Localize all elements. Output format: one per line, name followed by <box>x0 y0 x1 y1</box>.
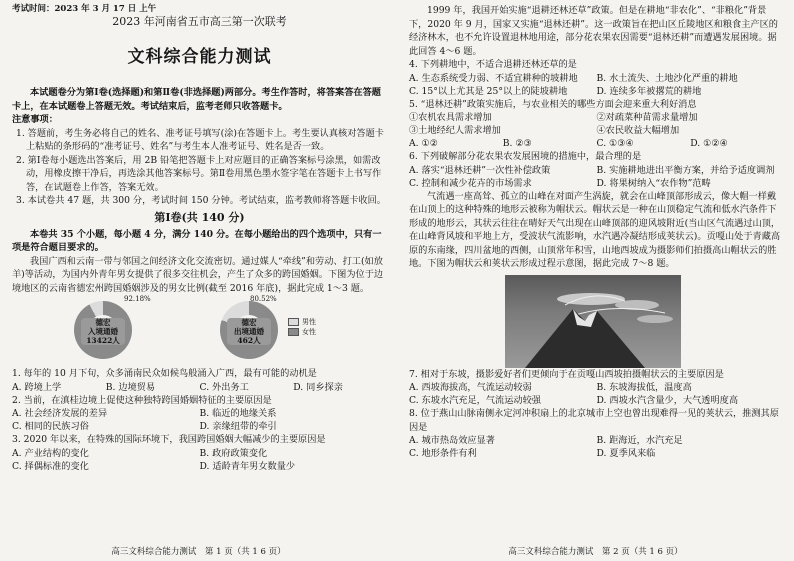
exam-title: 文科综合能力测试 <box>127 47 272 67</box>
notes-list <box>12 127 387 208</box>
option-c: C. 东坡水汽充足，气流运动较强 <box>409 395 541 406</box>
option-a: A. 社会经济发展的差异 <box>12 408 108 419</box>
notes-heading: 注意事项： <box>12 114 58 125</box>
option-b: B. ②③ <box>502 138 532 149</box>
statement-3: ③土地经纪人需求增加 <box>409 125 501 136</box>
passage: 气流遇一座高耸、孤立的山峰在对面产生涡旋，就会在山峰顶部形成云，像大帽一样戴在山顶上的这种特殊的地形云被称为帽状云。帽状云是一种在山顶稳定气流和低水汽条件下形成的地形云，其状云往往在晴好天气出现在山峰顶部的迎风坡附近(当山区气流遇过山顶，在山峰背风坡和平地上方，受波状气流影响，水汽遇冷凝结形成荚状云)。贡嘎山处于青藏高原的东南缘，四川盆地的西侧，山顶常年积雪，山地西坡成为摄影师们拍摄高山帽状云的胜地。下图为帽状云和荚状云形成过程示意图，据此完成 7～8 题。 <box>409 190 781 269</box>
donut-label-inbound: 德宏 入境通婚 13422人 <box>81 318 125 345</box>
option-c: C. 地形条件有利 <box>409 448 477 459</box>
note-item: 2. 第Ⅰ卷每小题选出答案后，用 2B 铅笔把答题卡上对应题目的正确答案标号涂黑，如需改动，用橡皮擦干净后，再选涂其他答案标号。第Ⅱ卷用黑色墨水签字笔在答题卡上书写作答，在试题卷上作答，答案无效。 <box>16 154 382 193</box>
donut-pct-outbound: 80.52% <box>250 295 277 303</box>
option-a: A. ①② <box>409 138 438 149</box>
option-c: C. 15°以上尤其是 25°以上的陡坡耕地 <box>409 85 568 97</box>
option-c: C. 外出务工 <box>199 381 249 393</box>
question-7 <box>409 368 784 408</box>
statement-2: ②对疏菜种苗需求量增加 <box>596 112 698 123</box>
option-a: A. 西坡海拔高，气流运动较弱 <box>409 382 532 393</box>
question-stem: 5. “退林还耕”政策实施后，与农业相关的哪些方面会迎来重大利好消息 <box>409 98 697 110</box>
cloud-formation-photo <box>505 275 681 368</box>
option-a: A. 生态系统受力弱、不适宜耕种的坡耕地 <box>409 72 578 84</box>
note-item: 1. 答题前，考生务必将自己的姓名、准考证号填写(涂)在答题卡上。考生要认真核对答题卡上粘贴的条形码的“准考证号、姓名”与考生本人准考证号、姓名是否一致。 <box>16 127 384 152</box>
option-d: D. 连续多年被撂荒的耕地 <box>596 85 702 97</box>
question-6 <box>409 150 784 190</box>
option-d: D. ①②④ <box>690 138 728 149</box>
legend-item-female: 女性 <box>288 327 316 337</box>
question-stem: 8. 位于燕山山脉南侧永定河冲积扇上的北京城市上空也曾出现难得一见的荚状云，推测其原因是 <box>409 408 779 433</box>
option-d: D. 将果树纳入“农作物”范畴 <box>596 177 711 189</box>
question-5 <box>409 98 784 151</box>
legend-item-male: 男性 <box>288 317 316 327</box>
question-4 <box>409 58 784 98</box>
option-c: C. ①③④ <box>596 138 634 149</box>
option-b: B. 水土流失、土地沙化严重的耕地 <box>596 72 738 84</box>
question-stem: 3. 2020 年以来，在特殊的国际环境下，我国跨国婚姻大幅减少的主要原因是 <box>12 434 326 445</box>
passage: 我国广西和云南一带与邻国之间经济文化交流密切。通过媒人“牵线”和劳动、打工(如放羊)等活动，为国内外青年男女提供了很多交往机会，产生了众多的跨国婚姻。下图为位于边境地区的云南省德宏州跨国婚姻涉及的男女比例(截至 2016 年底)，据此完成 1～3 题。 <box>12 255 384 294</box>
option-b: B. 政府政策变化 <box>199 447 268 459</box>
question-stem: 2. 当前，在滇桂边境上促使这种独特跨国婚姻特征的主要原因是 <box>12 394 272 406</box>
question-stem: 1. 每年的 10 月下旬，众多涌南民众如候鸟般涌入广西，最有可能的动机是 <box>12 368 317 379</box>
page-footer: 高三文科综合能力测试 第 2 页（共 1 6 页） <box>508 547 683 557</box>
option-a: A. 跨境上学 <box>12 381 62 393</box>
option-c: C. 择偶标准的变化 <box>12 460 89 472</box>
question-stem: 4. 下列耕地中，不适合退耕还林还草的是 <box>409 59 577 70</box>
exam-subtitle: 2023 年河南省五市高三第一次联考 <box>112 15 287 28</box>
donut-pct-inbound: 92.18% <box>124 295 151 303</box>
exam-intro: 本试题卷分为第Ⅰ卷(选择题)和第Ⅱ卷(非选择题)两部分。考生作答时，将答案答在答题卡上，在本试题卷上答题无效。考试结束后，监考老师只收答题卡。 <box>12 87 381 112</box>
option-b: B. 东坡海拔低，温度高 <box>596 382 692 393</box>
exam-time: 考试时间：2023 年 3 月 17 日 上午 <box>12 4 157 14</box>
question-1 <box>12 367 387 394</box>
question-8 <box>409 407 784 460</box>
chart-legend <box>288 317 316 337</box>
question-stem: 6. 下列破解部分花农果农发展困境的措施中，最合理的是 <box>409 151 642 162</box>
section-instructions: 本卷共 35 个小题，每小题 4 分，满分 140 分。在每小题给出的四个选项中，只有一项是符合题目要求的。 <box>12 228 382 253</box>
option-b: B. 实施耕地进出平衡方案，并给予适度调剂 <box>596 164 775 176</box>
option-d: D. 亲缘纽带的牵引 <box>199 421 277 432</box>
note-item: 3. 本试卷共 47 题，共 300 分，考试时间 150 分钟。考试结束，监考教师将答题卡收回。 <box>16 195 386 206</box>
option-a: A. 城市热岛效应显著 <box>409 435 495 446</box>
mountain-cloud-illustration <box>505 275 681 368</box>
option-d: D. 西坡水汽含量少，大气透明度高 <box>596 395 739 406</box>
option-b: B. 边境贸易 <box>105 381 156 393</box>
section-title: 第Ⅰ卷(共 140 分) <box>154 210 245 224</box>
question-2 <box>12 394 387 434</box>
statement-1: ①农机农具需求增加 <box>409 112 492 123</box>
option-c: C. 控制和减少花卉的市场需求 <box>409 177 532 189</box>
option-b: B. 距海近，水汽充足 <box>596 435 683 446</box>
donut-label-outbound: 德宏 出境通婚 462人 <box>227 318 271 345</box>
page-footer: 高三文科综合能力测试 第 1 页（共 1 6 页） <box>111 547 286 557</box>
option-d: D. 夏季风来临 <box>596 448 656 459</box>
passage: 1999 年，我国开始实施“退耕还林还草”政策。但是在耕地“非农化”、“非粮化”背景下，2020 年 9 月，国家又实施“退林还耕”。这一政策旨在把山区丘陵地区和粮食主产区的经济林木，也不允许设置退林地用途，部分花农果农因需要“退林还耕”而遭遇发展困境。据此回答 4～6 题。 <box>409 5 778 57</box>
statement-4: ④农民收益大幅增加 <box>596 125 680 136</box>
question-stem: 7. 相对于东坡，摄影爱好者们更倾向于在贡嘎山西坡拍摄帽状云的主要原因是 <box>409 368 724 380</box>
option-c: C. 相同的民族习俗 <box>12 421 89 432</box>
marriage-ratio-figure <box>12 295 387 367</box>
option-a: A. 产业结构的变化 <box>12 447 89 459</box>
option-d: D. 同乡探亲 <box>293 381 343 393</box>
option-b: B. 临近的地缘关系 <box>199 408 277 419</box>
option-a: A. 落实“退林还耕”一次性补偿政策 <box>409 164 551 176</box>
option-d: D. 适龄青年男女数量少 <box>199 460 296 472</box>
question-3 <box>12 433 387 473</box>
right-page <box>397 0 794 561</box>
